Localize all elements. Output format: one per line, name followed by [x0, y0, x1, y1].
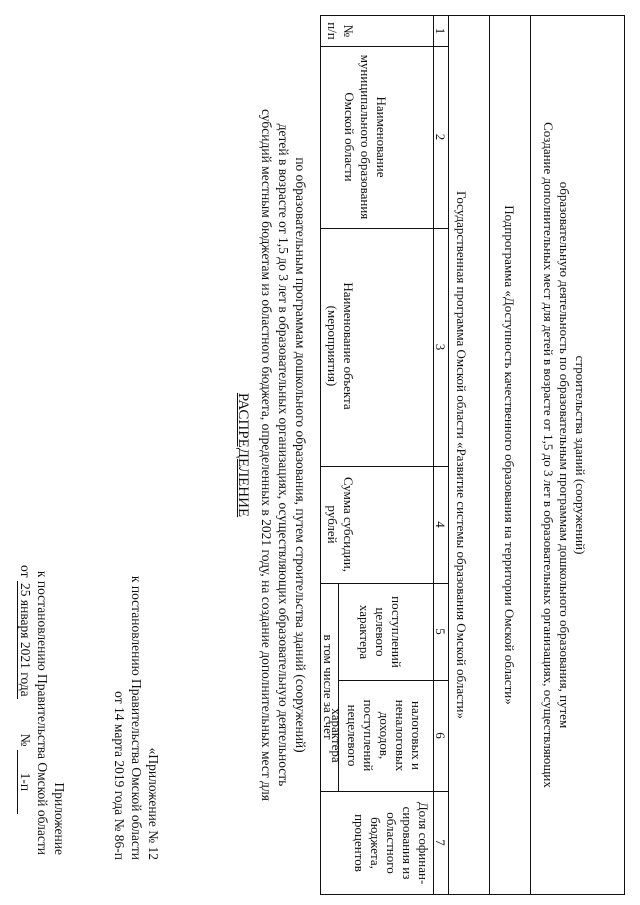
- appendix-number: 1-п: [17, 750, 32, 814]
- heading-line1: субсидий местным бюджетам из областного бюджета, определенных в 2021 году, на создание дополнительных мест для: [259, 109, 274, 801]
- appendix-date: 25 января 2021 года: [17, 581, 32, 699]
- appendix-date-line: [17, 560, 34, 855]
- activity-row-line2: образовательную деятельность по образовательным программам дошкольного образования, путем: [557, 181, 572, 729]
- header-including: в том числе за счет: [321, 634, 336, 740]
- appendix-from-prefix: от: [18, 565, 33, 578]
- old-appendix-block: [111, 560, 162, 860]
- header-number: № п/п: [325, 22, 356, 40]
- appendix-block: [17, 560, 68, 855]
- appendix-resolution-line: к постановлению Правительства Омской области: [35, 570, 50, 855]
- activity-row-line1: Создание дополнительных мест для детей в возрасте от 1,5 до 3 лет в образовательных организациях, осуществляющих: [541, 122, 556, 788]
- old-appendix-line1: к постановлению Правительства Омской области: [129, 575, 144, 860]
- program-row: Государственная программа Омской области «Развитие системы образования Омской области»: [454, 190, 469, 720]
- appendix-title: Приложение: [52, 782, 67, 855]
- column-number: 1: [433, 27, 448, 35]
- column-number: 7: [433, 839, 448, 846]
- appendix-number-prefix: №: [18, 733, 33, 747]
- document-title: РАСПРЕДЕЛЕНИЕ: [235, 392, 251, 518]
- column-number: 4: [433, 521, 448, 528]
- header-object: Наименование объекта (мероприятия): [325, 282, 356, 410]
- distribution-table: [320, 15, 625, 895]
- old-appendix-title: «Приложение № 12: [146, 747, 161, 860]
- header-subsidy-sum: Сумма субсидии, рублей: [325, 476, 356, 573]
- header-municipality: Наименование муниципального образования Омской области: [342, 54, 389, 220]
- column-number: 6: [433, 732, 448, 739]
- header-cofinancing-share: Доля софинан-сирования из областного бюджета, процентов: [352, 801, 431, 885]
- heading-line2: детей в возрасте от 1,5 до 3 лет в образовательных организациях, осуществляющих образовательную деятельность: [276, 123, 291, 787]
- column-number: 2: [433, 133, 448, 141]
- heading-line3: по образовательным программам дошкольного образования, путем строительства зданий (сооружений): [293, 157, 308, 753]
- activity-row-line3: строительства зданий (сооружений): [573, 355, 588, 555]
- subprogram-row: Подпрограмма «Доступность качественного образования на территории Омской области»: [502, 205, 517, 705]
- header-targeted: поступлений целевого характера: [357, 596, 404, 668]
- column-number: 5: [433, 628, 448, 635]
- old-appendix-line2: от 14 марта 2019 года № 86-п: [112, 691, 127, 860]
- header-non-targeted: налоговых и неналоговых доходов, поступлений нецелевого характера: [329, 699, 424, 772]
- column-number: 3: [433, 343, 448, 351]
